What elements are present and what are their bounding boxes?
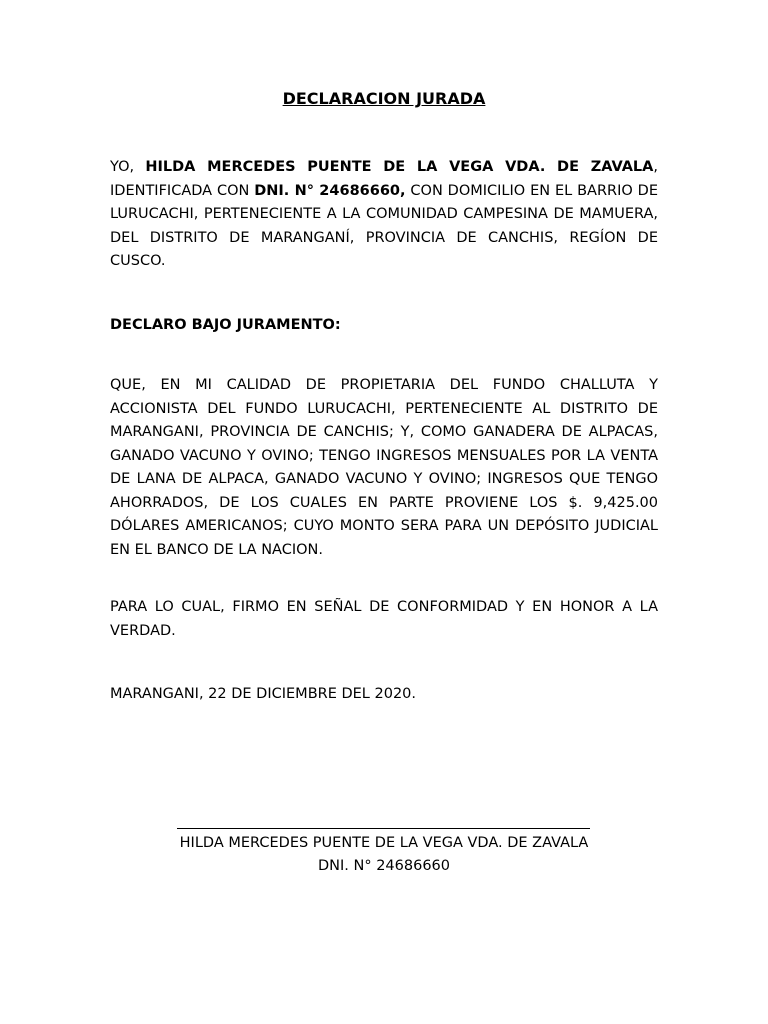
conformity-paragraph: PARA LO CUAL, FIRMO EN SEÑAL DE CONFORMIDAD Y EN HONOR A LA VERDAD. bbox=[110, 599, 658, 639]
declarant-name: HILDA MERCEDES PUENTE DE LA VEGA VDA. DE ZAVALA bbox=[145, 159, 654, 175]
signature-dni: DNI. N° 24686660 bbox=[317, 858, 450, 874]
declaration-body: QUE, EN MI CALIDAD DE PROPIETARIA DEL FUNDO CHALLUTA Y ACCIONISTA DEL FUNDO LURUCACHI, PERTENECIENTE AL DISTRITO DE MARANGANI, PROVINCIA DE CANCHIS; Y, COMO GANADERA DE ALPACAS, GANADO VACUNO Y OVINO; TENGO INGRESOS MENSUALES POR LA VENTA DE LANA DE ALPACA, GANADO VACUNO Y OVINO; INGRESOS QUE TENGO AHORRADOS, DE LOS CUALES EN PARTE PROVIENE LOS $. 9,425.00 DÓLARES AMERICANOS; CUYO MONTO SERA PARA UN DEPÓSITO JUDICIAL EN EL BANCO DE LA NACION. bbox=[110, 377, 658, 558]
identified-text: , IDENTIFICADA CON bbox=[110, 159, 658, 199]
declarant-paragraph bbox=[110, 156, 658, 274]
address-text: CON DOMICILIO EN EL BARRIO DE LURUCACHI, PERTENECIENTE A LA COMUNIDAD CAMPESINA DE MAMUERA, DEL DISTRITO DE MARANGANÍ, PROVINCIA DE CANCHIS, REGÍON DE CUSCO. bbox=[110, 182, 658, 269]
declaro-heading: DECLARO BAJO JURAMENTO: bbox=[110, 317, 341, 333]
document-title: DECLARACION JURADA bbox=[282, 89, 486, 108]
signature-line bbox=[177, 828, 590, 829]
yo-text: YO, bbox=[110, 159, 146, 175]
declarant-dni: DNI. N° 24686660, bbox=[254, 182, 406, 199]
signature-name: HILDA MERCEDES PUENTE DE LA VEGA VDA. DE ZAVALA bbox=[179, 835, 589, 851]
place-date: MARANGANI, 22 DE DICIEMBRE DEL 2020. bbox=[110, 686, 417, 702]
